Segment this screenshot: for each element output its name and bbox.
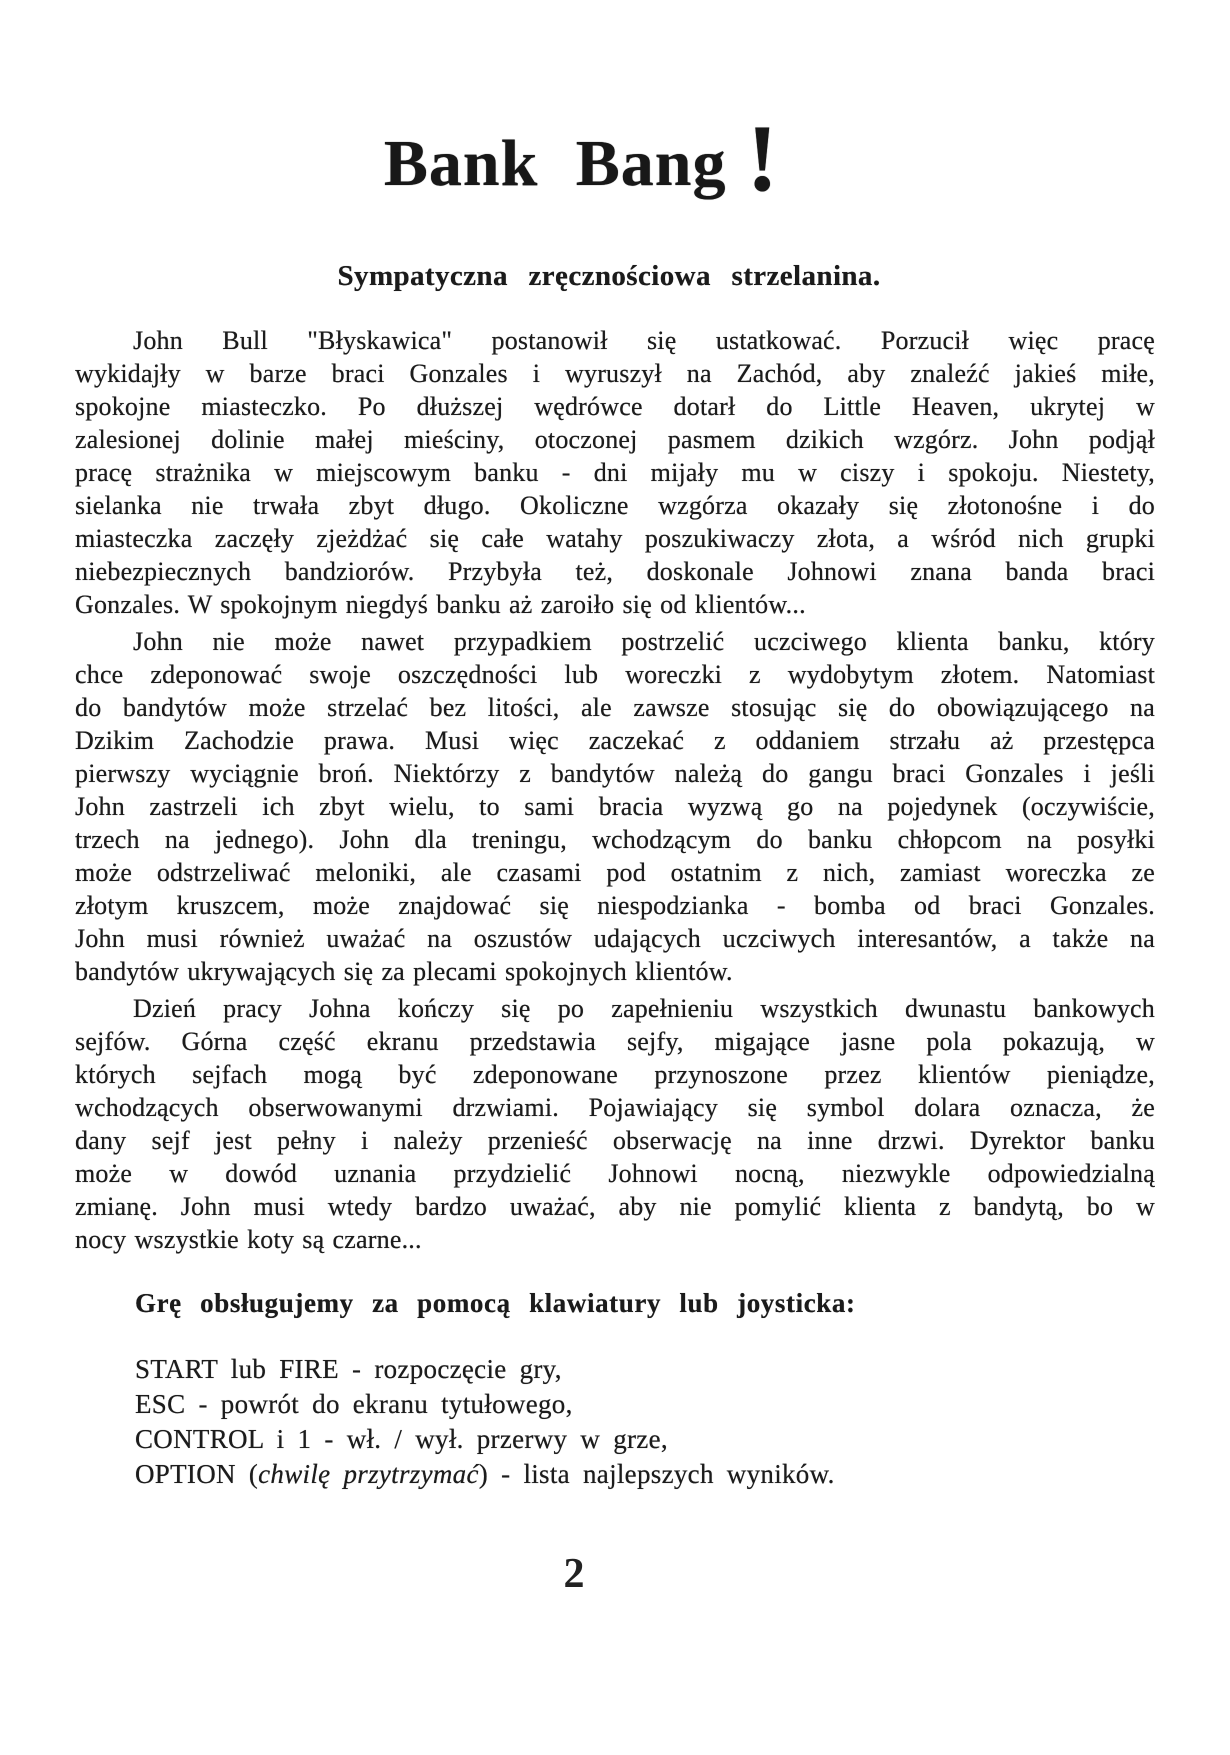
text-line: zmianę. John musi wtedy bardzo uważać, aby nie pomylić klienta z bandytą, bo w [75, 1192, 1155, 1221]
text-line: złotym kruszcem, może znajdować się niespodzianka - bomba od braci Gonzales. [75, 891, 1155, 920]
text-line: wchodzących obserwowanymi drzwiami. Pojawiający się symbol dolara oznacza, że [75, 1093, 1155, 1122]
text-line: chce zdeponować swoje oszczędności lub woreczki z wydobytym złotem. Natomiast [75, 660, 1155, 689]
story-paragraph [75, 324, 1155, 621]
text-line: wykidajły w barze braci Gonzales i wyruszył na Zachód, aby znaleźć jakieś miłe, [75, 359, 1155, 388]
text-line: pracę strażnika w miejscowym banku - dni mijały mu w ciszy i spokoju. Niestety, [75, 458, 1155, 487]
control-key-and-description: OPTION ( [135, 1459, 259, 1489]
text-line: spokojne miasteczko. Po dłuższej wędrówce dotarł do Little Heaven, ukrytej w [75, 392, 1155, 421]
text-line: miasteczka zaczęły zjeżdżać się całe watahy poszukiwaczy złota, a wśród nich grupki [75, 524, 1155, 553]
text-line: sielanka nie trwała zbyt długo. Okoliczne wzgórza okazały się złotonośne i do [75, 491, 1155, 520]
text-line: niebezpiecznych bandziorów. Przybyła też, doskonale Johnowi znana banda braci [75, 557, 1155, 586]
control-italic-note: chwilę przytrzymać [258, 1459, 479, 1489]
control-description-tail: ) - lista najlepszych wyników. [478, 1459, 835, 1489]
control-key-and-description: CONTROL i 1 - wł. / wył. przerwy w grze, [135, 1424, 668, 1454]
control-item [135, 1352, 835, 1387]
story-text [75, 324, 1155, 1256]
text-line: nocy wszystkie koty są czarne... [75, 1225, 422, 1254]
control-item [135, 1422, 835, 1457]
text-line: John zastrzeli ich zbyt wielu, to sami bracia wyzwą go na pojedynek (oczywiście, [75, 792, 1155, 821]
controls-heading: Grę obsługujemy za pomocą klawiatury lub joysticka: [135, 1288, 856, 1318]
text-line: John musi również uważać na oszustów udających uczciwych interesantów, a także na [75, 924, 1155, 953]
story-paragraph [75, 625, 1155, 988]
text-line: których sejfach mogą być zdeponowane przynoszone przez klientów pieniądze, [75, 1060, 1155, 1089]
text-line: może odstrzeliwać meloniki, ale czasami pod ostatnim z nich, zamiast woreczka ze [75, 858, 1155, 887]
text-line: sejfów. Górna część ekranu przedstawia sejfy, migające jasne pola pokazują, w [75, 1027, 1155, 1056]
text-line: trzech na jednego). John dla treningu, wchodzącym do banku chłopcom na posyłki [75, 825, 1155, 854]
text-line: pierwszy wyciągnie broń. Niektórzy z bandytów należą do gangu braci Gonzales i jeśli [75, 759, 1155, 788]
text-line: bandytów ukrywających się za plecami spokojnych klientów. [75, 957, 733, 986]
title-exclamation: ! [746, 105, 779, 211]
game-title [0, 105, 1196, 211]
text-line: zalesionej dolinie małej mieściny, otoczonej pasmem dzikich wzgórz. John podjął [75, 425, 1155, 454]
text-line: Dzikim Zachodzie prawa. Musi więc zaczekać z oddaniem strzału aż przestępca [75, 726, 1155, 755]
text-line: do bandytów może strzelać bez litości, ale zawsze stosując się do obowiązującego na [75, 693, 1155, 722]
text-line: dany sejf jest pełny i należy przenieść obserwację na inne drzwi. Dyrektor banku [75, 1126, 1155, 1155]
text-line: może w dowód uznania przydzielić Johnowi nocną, niezwykle odpowiedzialną [75, 1159, 1155, 1188]
text-line: John Bull "Błyskawica" postanowił się ustatkować. Porzucił więc pracę [133, 326, 1155, 355]
control-key-and-description: START lub FIRE - rozpoczęcie gry, [135, 1354, 562, 1384]
text-line: Dzień pracy Johna kończy się po zapełnieniu wszystkich dwunastu bankowych [133, 994, 1155, 1023]
game-subtitle: Sympatyczna zręcznościowa strzelanina. [337, 260, 881, 292]
game-title-text: Bank Bang [383, 127, 727, 200]
text-line: Gonzales. W spokojnym niegdyś banku aż zaroiło się od klientów... [75, 590, 806, 619]
control-item [135, 1457, 835, 1492]
text-line: John nie może nawet przypadkiem postrzelić uczciwego klienta banku, który [133, 627, 1155, 656]
story-paragraph [75, 992, 1155, 1256]
control-item [135, 1387, 835, 1422]
control-key-and-description: ESC - powrót do ekranu tytułowego, [135, 1389, 573, 1419]
page-number: 2 [563, 1551, 585, 1597]
controls-list [135, 1352, 835, 1492]
